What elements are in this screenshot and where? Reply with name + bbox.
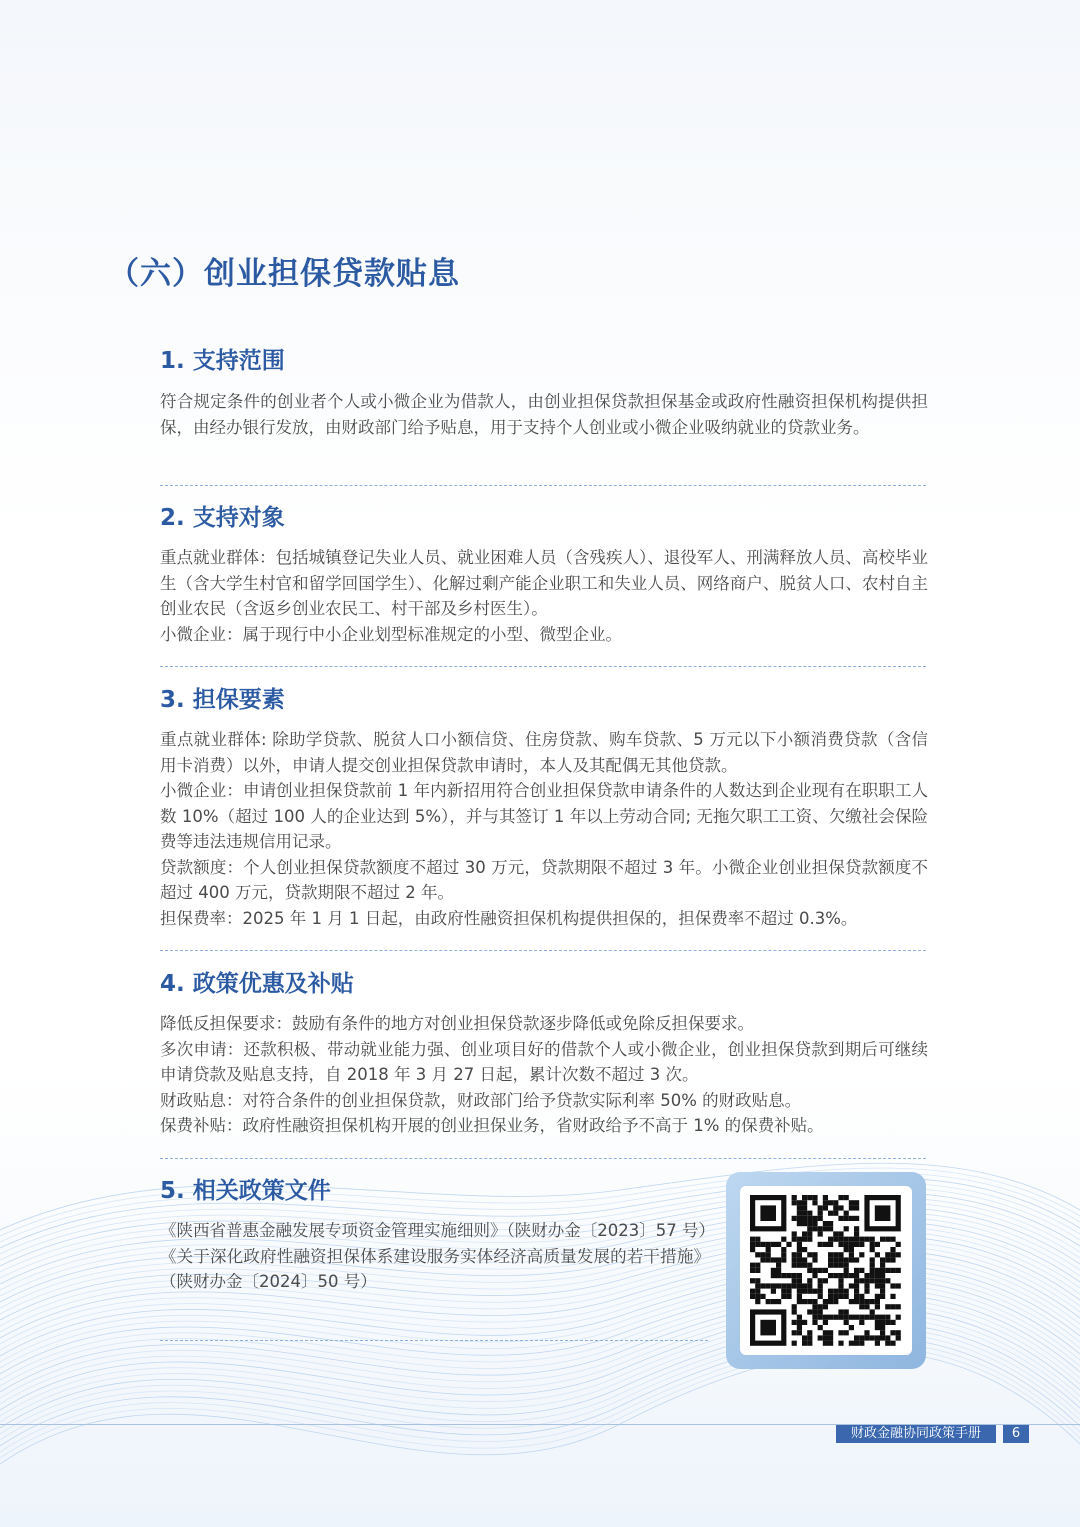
dashed-divider bbox=[160, 950, 926, 951]
paragraph: 重点就业群体：包括城镇登记失业人员、就业困难人员（含残疾人）、退役军人、刑满释放人员、高校毕业生（含大学生村官和留学回国学生）、化解过剩产能企业职工和失业人员、网络商户、脱贫人口、农村自主创业农民（含返乡创业农民工、村干部及乡村医生）。 bbox=[160, 548, 928, 618]
section-body-policy-benefits bbox=[160, 1011, 928, 1139]
section-heading-policy-benefits: 4. 政策优惠及补贴 bbox=[160, 971, 354, 997]
paragraph: 多次申请：还款积极、带动就业能力强、创业项目好的借款个人或小微企业，创业担保贷款到期后可继续申请贷款及贴息支持，自 2018 年 3 月 27 日起，累计次数不超过 3 次。 bbox=[160, 1039, 928, 1084]
document-link[interactable]: 《陕西省普惠金融发展专项资金管理实施细则》（陕财办金〔2023〕57 号） bbox=[160, 1221, 715, 1240]
qr-code-icon[interactable] bbox=[740, 1186, 912, 1355]
section-body-related-documents bbox=[160, 1218, 715, 1295]
section-body-targets bbox=[160, 545, 928, 647]
dashed-divider bbox=[160, 485, 926, 486]
footer-handbook-title: 财政金融协同政策手册 bbox=[836, 1425, 996, 1443]
qr-code-graphic bbox=[740, 1186, 912, 1355]
section-heading-targets: 2. 支持对象 bbox=[160, 505, 285, 531]
paragraph: 降低反担保要求：鼓励有条件的地方对创业担保贷款逐步降低或免除反担保要求。 bbox=[160, 1014, 754, 1033]
section-heading-scope: 1. 支持范围 bbox=[160, 348, 285, 374]
page-number: 6 bbox=[1003, 1425, 1029, 1443]
paragraph: 小微企业：申请创业担保贷款前 1 年内新招用符合创业担保贷款申请条件的人数达到企业现有在职职工人数 10%（超过 100 人的企业达到 5%），并与其签订 1 年以上劳动合同; 无拖欠职工工资、欠缴社会保险费等违法违规信用记录。 bbox=[160, 781, 928, 851]
section-body-guarantee-elements bbox=[160, 727, 928, 931]
qr-code-frame bbox=[726, 1172, 926, 1369]
section-body-scope bbox=[160, 389, 928, 440]
dashed-divider bbox=[160, 1340, 708, 1341]
paragraph: 担保费率：2025 年 1 月 1 日起，由政府性融资担保机构提供担保的，担保费率不超过 0.3%。 bbox=[160, 908, 858, 928]
page-title: （六）创业担保贷款贴息 bbox=[108, 256, 460, 292]
paragraph: 符合规定条件的创业者个人或小微企业为借款人，由创业担保贷款担保基金或政府性融资担保机构提供担保，由经办银行发放，由财政部门给予贴息，用于支持个人创业或小微企业吸纳就业的贷款业务。 bbox=[160, 392, 928, 437]
section-heading-related-documents: 5. 相关政策文件 bbox=[160, 1178, 331, 1204]
paragraph: 财政贴息：对符合条件的创业担保贷款，财政部门给予贷款实际利率 50% 的财政贴息。 bbox=[160, 1090, 802, 1110]
paragraph: 小微企业：属于现行中小企业划型标准规定的小型、微型企业。 bbox=[160, 624, 622, 644]
section-heading-guarantee-elements: 3. 担保要素 bbox=[160, 687, 285, 713]
paragraph: 重点就业群体: 除助学贷款、脱贫人口小额信贷、住房贷款、购车贷款、5 万元以下小额消费贷款（含信用卡消费）以外，申请人提交创业担保贷款申请时，本人及其配偶无其他贷款。 bbox=[160, 730, 928, 775]
paragraph: 保费补贴：政府性融资担保机构开展的创业担保业务，省财政给予不高于 1% 的保费补贴。 bbox=[160, 1116, 824, 1135]
paragraph: 贷款额度：个人创业担保贷款额度不超过 30 万元，贷款期限不超过 3 年。小微企业创业担保贷款额度不超过 400 万元，贷款期限不超过 2 年。 bbox=[160, 857, 928, 902]
document-link[interactable]: 《关于深化政府性融资担保体系建设服务实体经济高质量发展的若干措施》（陕财办金〔2024〕50 号） bbox=[160, 1246, 710, 1291]
dashed-divider bbox=[160, 1158, 926, 1159]
dashed-divider bbox=[160, 666, 926, 667]
